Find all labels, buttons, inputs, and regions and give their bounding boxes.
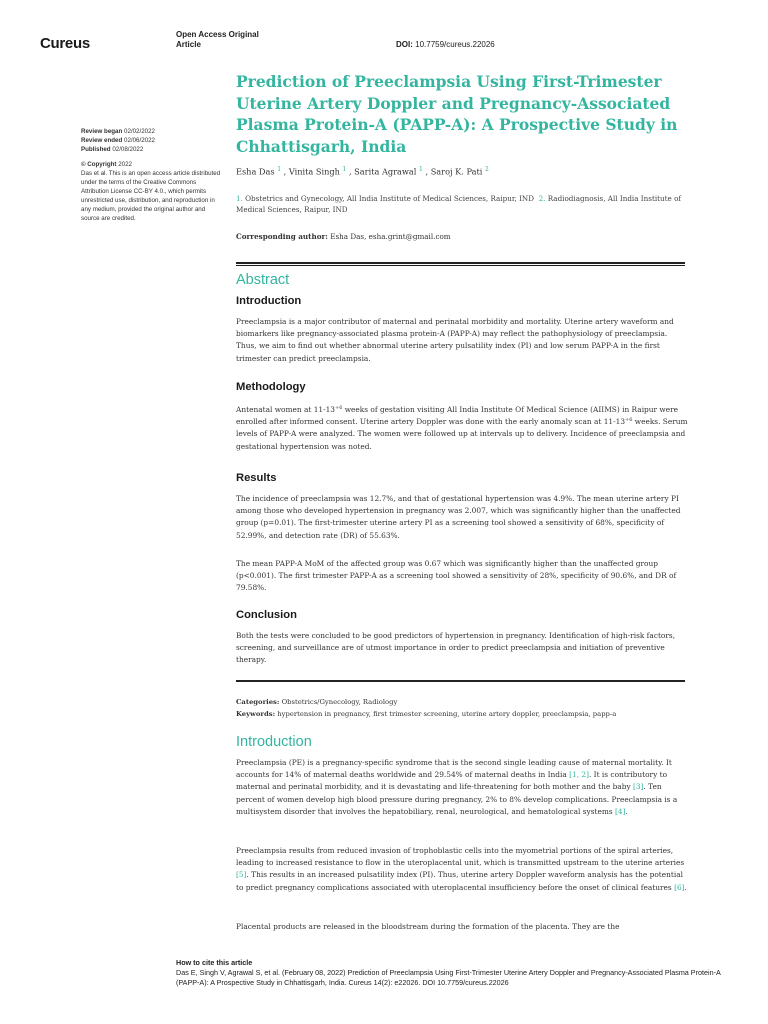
intro-p1-text: . Ten percent of women develop high blood pressure during pregnancy, 2% to 8% develop complications. Preeclampsia is a multisystem disorder that involves the hepatobiliary, renal, neurological, and hematological systems (236, 782, 678, 816)
methodology-text (236, 404, 688, 453)
categories-label: Categories: (236, 698, 280, 706)
review-ended-label: Review ended (81, 137, 123, 144)
author-affil-sup: 1 (342, 166, 347, 173)
divider (236, 680, 685, 682)
article-type-line1: Open Access Original (176, 30, 259, 39)
abstract-heading: Abstract (236, 272, 290, 288)
affiliation-number: 1. (236, 194, 243, 203)
copyright-label: © Copyright (81, 161, 117, 168)
categories-keywords (236, 697, 696, 720)
published (81, 145, 221, 154)
review-began (81, 127, 221, 136)
citation-link[interactable]: [5] (236, 870, 247, 880)
citation-link[interactable]: [6] (674, 882, 685, 892)
review-ended (81, 136, 221, 145)
published-date: 02/08/2022 (112, 146, 144, 153)
published-label: Published (81, 146, 111, 153)
introduction-heading: Introduction (236, 734, 312, 750)
methods-text-b: weeks of gestation visiting All India Institute Of Medical Science (AIIMS) in Raipur were enrolled after informed consent. Uterine artery Doppler was done with the early anomaly scan at 11-13 (236, 405, 679, 427)
abstract-intro-heading: Introduction (236, 295, 302, 307)
doi (396, 40, 495, 49)
affiliation-number: 2. (538, 194, 546, 203)
intro-p1-text: . It is contributory to maternal and perinatal morbidity, and it is devastating and life-threatening for both mother and the baby (236, 770, 668, 792)
affiliations (236, 193, 696, 215)
citation-link[interactable]: [1, 2] (569, 770, 589, 780)
introduction-p3: Placental products are released in the bloodstream during the formation of the placenta. They are the (236, 922, 620, 931)
conclusion-heading: Conclusion (236, 609, 297, 621)
review-ended-date: 02/06/2022 (124, 137, 155, 144)
categories-text: Obstetrics/Gynecology, Radiology (281, 698, 398, 706)
author-affil-sup: 1 (277, 166, 282, 173)
author-affil-sup: 1 (419, 166, 423, 173)
keywords-label: Keywords: (236, 709, 276, 718)
keywords-text: hypertension in pregnancy, first trimester screening, uterine artery doppler, preeclampsia, papp-a (277, 709, 617, 718)
author-name[interactable]: Sarita Agrawal (354, 166, 417, 177)
review-began-label: Review began (81, 128, 123, 135)
journal-logo: Cureus (40, 35, 90, 52)
corresponding-text[interactable]: Esha Das, esha.grint@gmail.com (330, 232, 451, 241)
cite-heading: How to cite this article (176, 958, 253, 967)
doi-label: DOI: (396, 40, 413, 49)
intro-p2-text: . This results in an increased pulsatility index (PI). Thus, uterine artery Doppler waveform analysis has the potential to predict pregnancy complications associated with uteroplacental insufficiency before the onset of clinical features (236, 870, 683, 892)
citation-footer (176, 958, 736, 988)
abstract-intro-text: Preeclampsia is a major contributor of maternal and perinatal morbidity and mortality. Uterine artery waveform and biomarkers like pregnancy-associated plasma protein-A (PAPP-A) may reflect the pathophysiology of preeclampsia. Thus, we aim to find out whether abnormal uterine artery pulsatility index (PI) and low serum PAPP-A in the first trimester can predict preeclampsia. (236, 317, 674, 363)
author-list: Esha Das $^1$ , Vinita Singh $^1$ , Sarita Agrawal $^1$ , Saroj K. Pati $^2$ (236, 166, 489, 177)
intro-p2-text: Preeclampsia results from reduced invasion of trophoblastic cells into the myometrial portions of the spiral arteries, leading to increased resistance to flow in the uteroplacental unit, which is transmitted upstream to the uterine arteries (236, 846, 685, 868)
author-name[interactable]: Esha Das (236, 166, 275, 177)
copyright (81, 160, 221, 169)
results-text-1: The incidence of preeclampsia was 12.7%, and that of gestational hypertension was 4.9%. The mean uterine artery PI among those who developed hypertension in pregnancy was 2.007, which was significantly higher than the unaffected group (p=0.01). The first-trimester uterine artery PI as a screening tool showed a sensitivity of 68%, specificity of 52.99%, and detection rate (DR) of 55.63%. (236, 494, 681, 540)
introduction-p1 (236, 757, 688, 818)
author-name[interactable]: Saroj K. Pati (430, 166, 483, 177)
conclusion-text: Both the tests were concluded to be good predictors of hypertension in pregnancy. Identification of high-risk factors, screening, and surveillance are of utmost importance in order to predict preeclampsia and initiation of preventive therapy. (236, 631, 676, 665)
review-began-date: 02/02/2022 (124, 128, 155, 135)
cite-text: Das E, Singh V, Agrawal S, et al. (February 08, 2022) Prediction of Preeclampsia Using First-Trimester Uterine Artery Doppler and Pregnancy-Associated Plasma Protein-A (PAPP-A): A Prospective Study in Chhattisgarh, India. Cureus 14(2): e22026. DOI 10.7759/cureus.22026 (176, 968, 721, 987)
citation-link[interactable]: [4] (615, 806, 626, 816)
copyright-year: 2022 (118, 161, 132, 168)
results-text-2: The mean PAPP-A MoM of the affected group was 0.67 which was significantly higher than the unaffected group (p<0.001). The first trimester PAPP-A as a screening tool showed a sensitivity of 28%, specificity of 90.6%, and DR of 79.58%. (236, 559, 677, 593)
author-name[interactable]: Vinita Singh (288, 166, 340, 177)
categories (236, 697, 696, 709)
results-heading: Results (236, 472, 277, 484)
article-type-line2: Article (176, 40, 201, 49)
author-affil-sup: 2 (485, 166, 489, 173)
sidebar (81, 127, 221, 223)
divider (236, 262, 685, 264)
methods-sup: +6 (625, 417, 633, 424)
affiliation-text: Obstetrics and Gynecology, All India Institute of Medical Sciences, Raipur, IND (245, 194, 534, 203)
intro-p1-text: Preeclampsia (PE) is a pregnancy-specific syndrome that is the second single leading cause of maternal mortality. It accounts for 14% of maternal deaths worldwide and 29.54% of maternal deaths in India (236, 758, 672, 780)
article-type (176, 30, 259, 50)
corresponding-label: Corresponding author: (236, 232, 328, 241)
methodology-heading: Methodology (236, 381, 306, 393)
intro-p2-text: . (684, 882, 687, 892)
article-title: Prediction of Preeclampsia Using First-Trimester Uterine Artery Doppler and Pregnancy-Associated Plasma Protein-A (PAPP-A): A Prospective Study in Chhattisgarh, India (236, 72, 678, 156)
methods-sup: +6 (335, 405, 343, 411)
intro-p1-text: . (625, 806, 628, 816)
introduction-p2 (236, 845, 688, 894)
doi-value[interactable]: 10.7759/cureus.22026 (415, 40, 495, 49)
methods-text-c: weeks. Serum levels of PAPP-A were analyzed. The women were followed up at intervals up to delivery. Incidence of preeclampsia and gestational hypertension was noted. (236, 417, 688, 451)
license-text: Das et al. This is an open access article distributed under the terms of the Creative Commons Attribution License CC-BY 4.0., which permits unrestricted use, distribution, and reproduction in any medium, provided the original author and source are credited. (81, 170, 221, 222)
methods-text-a: Antenatal women at 11-13 (236, 405, 335, 414)
corresponding-author (236, 232, 451, 241)
citation-link[interactable]: [3] (632, 782, 644, 792)
affiliation-text: Radiodiagnosis, All India Institute of Medical Sciences, Raipur, IND (236, 194, 682, 214)
divider (236, 265, 685, 266)
keywords (236, 709, 696, 721)
